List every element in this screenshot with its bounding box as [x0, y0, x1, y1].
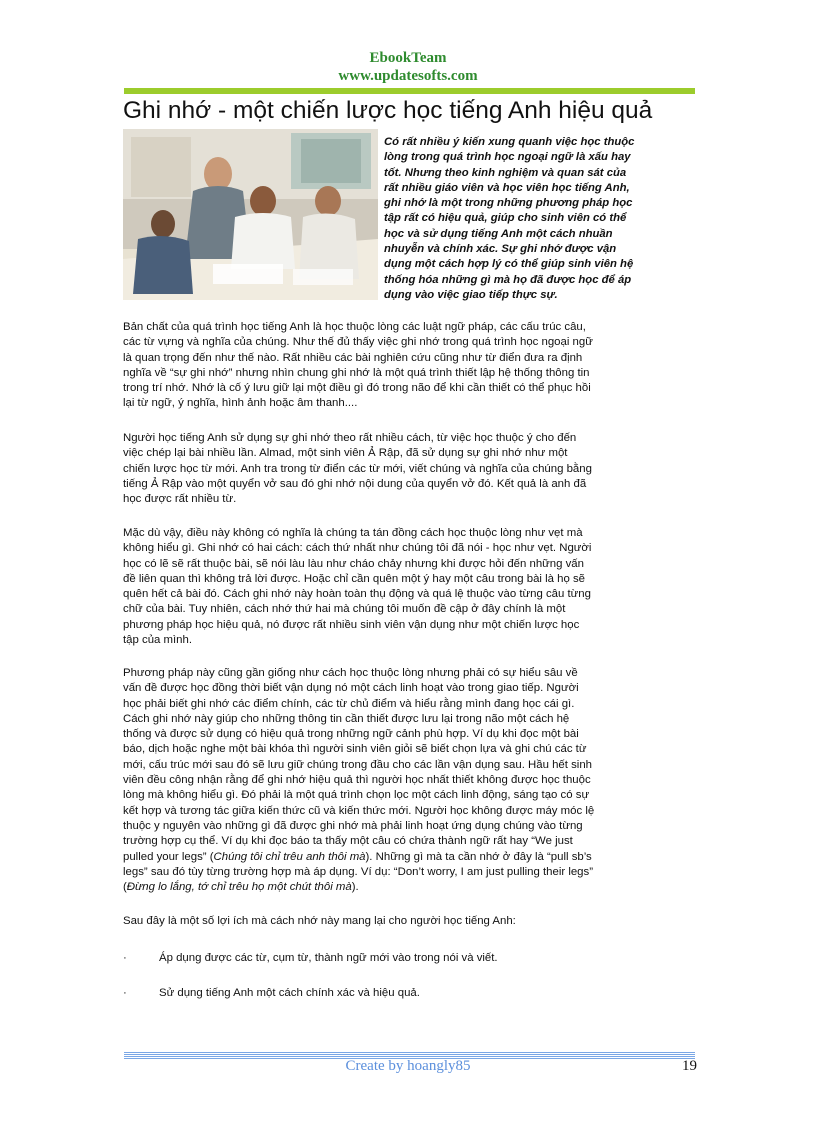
text-line: tập của mình.	[123, 634, 193, 647]
bullet-marker: ·	[123, 952, 127, 964]
text-line: không hiểu gì. Ghi nhớ có hai cách: cách thứ nhất như chúng tôi đã nói - học như vẹt. Người	[123, 542, 592, 555]
text-line: học có lẽ sẽ rất thuộc bài, sẽ nói làu làu như cháo chảy nhưng khi được hỏi đến những vấn	[123, 557, 584, 570]
text-line: mới, cấu trúc mới sau đó sẽ lưu giữ chúng trong đầu cho các lần vận dụng sau. Hầu hết sinh	[123, 758, 592, 771]
text-run: pulled your legs” (	[123, 850, 214, 863]
text-line: Mặc dù vậy, điều này không có nghĩa là chúng ta tán đồng cách học thuộc lòng như vẹt mà	[123, 527, 583, 539]
text-line: thuộc y nguyên vào những gì đã được ghi nhớ mà phải linh hoạt ứng dụng chúng vào từng	[123, 819, 583, 832]
text-line: trường hợp cụ thể. Ví dụ khi đọc báo ta thấy một câu có chứa thành ngữ rất hay “We just	[123, 835, 573, 848]
article-title: Ghi nhớ - một chiến lược học tiếng Anh hiệu quả	[123, 97, 653, 124]
intro-paragraph	[384, 135, 704, 303]
bullet-item	[123, 986, 420, 1001]
text-line: là quan trọng đến như thế nào. Rất nhiều các bài nghiên cứu cũng như từ điển đưa ra định	[123, 351, 583, 364]
text-line	[123, 850, 703, 865]
text-line: lòng mà không hiểu gì. Đó phải là một quá trình chọn lọc một cách linh động, sáng tạo có sự	[123, 789, 590, 802]
bullet-item	[123, 951, 498, 966]
classroom-photo	[123, 129, 378, 300]
text-line: quên hết cả bài đó. Cách ghi nhớ này hoàn toàn thụ động và quá lệ thuộc vào từng câu từng	[123, 588, 591, 601]
paragraph-2	[123, 431, 703, 507]
text-line: thống và được sử dụng có hiệu quả trong những ngữ cảnh phù hợp. Ví dụ khi đọc một bài	[123, 728, 579, 741]
intro-line: thống hóa những gì mà họ đã được học để áp	[384, 273, 632, 286]
header-site-url: www.updatesofts.com	[338, 68, 478, 84]
bullet-text: Áp dụng được các từ, cụm từ, thành ngữ mới vào trong nói và viết.	[159, 952, 498, 964]
intro-line: dụng vào việc giao tiếp thực sự.	[384, 288, 558, 301]
text-line	[123, 880, 703, 895]
bullet-text: Sử dụng tiếng Anh một cách chính xác và hiệu quả.	[159, 987, 420, 999]
intro-line: dụng một cách hợp lý có thể giúp sinh viên hệ	[384, 258, 634, 271]
text-line: viên đều công nhận rằng để ghi nhớ hiệu quả thì người học nhất thiết không được học thuộc	[123, 774, 591, 787]
text-line: phương pháp học hiệu quả, nó được rất nhiều sinh viên vận dụng như một chiến lược học	[123, 618, 580, 631]
text-line: học được rất nhiều từ.	[123, 493, 237, 506]
intro-line: ghi nhớ là một trong những phương pháp học	[384, 197, 633, 210]
text-line: legs” sau đó tùy từng trường hợp mà áp dụng. Ví dụ: “Don’t worry, I am just pulling their legs”	[123, 865, 594, 878]
text-line: báo, dịch hoặc nghe một bài khóa thì người sinh viên giỏi sẽ biết chọn lựa và ghi chú các từ	[123, 743, 587, 756]
text-line: chiến lược học từ mới. Anh tra trong từ điển các từ mới, viết chúng và nghĩa của chúng bằng	[123, 462, 592, 475]
text-run: ).	[351, 881, 359, 894]
bullet-marker: ·	[123, 987, 127, 999]
paragraph-4	[123, 666, 703, 895]
intro-line: tốt. Nhưng theo kinh nghiệm và quan sát của	[384, 166, 627, 179]
italic-translation: Đừng lo lắng, tớ chỉ trêu họ một chút thôi mà	[126, 881, 352, 894]
page-number: 19	[682, 1058, 697, 1074]
text-line: Người học tiếng Anh sử dụng sự ghi nhớ theo rất nhiều cách, từ việc học thuộc ý cho đến	[123, 432, 577, 444]
italic-translation: Chúng tôi chỉ trêu anh thôi mà	[213, 850, 366, 863]
text-run: (	[123, 881, 127, 894]
text-line: đề liên quan thì không trả lời được. Hoặc chỉ cần quên một ý hay một câu trong bài là họ sẽ	[123, 572, 585, 585]
intro-line: học và sử dụng tiếng Anh một cách nhuần	[384, 227, 613, 240]
text-line: Cách ghi nhớ này giúp cho những thông tin cần thiết được lưu lại trong não một cách hệ	[123, 712, 570, 725]
text-line: việc chép lại bài nhiều lần. Almad, một sinh viên Ả Rập, đã sử dụng sự ghi nhớ như một	[123, 447, 568, 460]
intro-line: rất nhiều giáo viên và học viên học tiếng Anh,	[384, 181, 630, 194]
text-line: các từ vựng và nghĩa của chúng. Như thế đủ thấy việc ghi nhớ trong quá trình học ngoại ngữ	[123, 336, 593, 349]
text-line: học phải biết ghi nhớ các điểm chính, các từ chủ điểm và hiểu rằng mình đang học cái gì.	[123, 697, 575, 710]
text-line: nghĩa về “sự ghi nhớ” nhưng nhìn chung ghi nhớ là một quá trình thiết lập hệ thống thông tin	[123, 366, 590, 379]
text-run: ). Những gì mà ta cần nhớ ở đây là “pull sb’s	[365, 850, 592, 863]
text-line: Sau đây là một số lợi ích mà cách nhớ này mang lại cho người học tiếng Anh:	[123, 915, 516, 927]
intro-line: lòng trong quá trình học ngoại ngữ là xấu hay	[384, 151, 631, 164]
header-rule	[124, 88, 695, 94]
header-site-name: EbookTeam	[369, 50, 447, 66]
text-line: kết hợp và tương tác giữa kiến thức cũ và kiến thức mới. Người học không được máy móc lệ	[123, 804, 595, 817]
footer-credit: Create by hoangly85	[345, 1058, 471, 1074]
text-line: Phương pháp này cũng gần giống như cách học thuộc lòng nhưng phải có sự hiểu sâu về	[123, 667, 578, 679]
text-line: vấn đề được học đồng thời biết vận dụng nó một cách linh hoạt vào trong giao tiếp. Người	[123, 682, 579, 695]
intro-line: tập rất có hiệu quả, giúp cho sinh viên có thể	[384, 212, 627, 225]
text-line: tiếng Ả Rập vào một quyển vở sau đó ghi nhớ nội dung của quyển vở đó. Kết quả là anh đã	[123, 477, 587, 490]
paragraph-3	[123, 526, 703, 648]
ebook-header	[0, 49, 816, 85]
text-line: chữ của bài. Tuy nhiên, cách nhớ thứ hai mà chúng tôi muốn đề cập ở đây chính là một	[123, 603, 566, 616]
text-line: lại từ ngữ, ý nghĩa, hình ảnh hoặc âm thanh....	[123, 397, 358, 410]
paragraph-1	[123, 320, 703, 412]
intro-line: Có rất nhiều ý kiến xung quanh việc học thuộc	[384, 136, 635, 148]
intro-line: nhuyễn và chính xác. Sự ghi nhớ được vận	[384, 243, 617, 256]
paragraph-5	[123, 914, 703, 929]
text-line: Bản chất của quá trình học tiếng Anh là học thuộc lòng các luật ngữ pháp, các cấu trúc câu,	[123, 321, 586, 333]
text-line: trong trí nhớ. Nhớ là cố ý lưu giữ lại một điều gì đó trong não để khi cần thiết có thể phục hồi	[123, 382, 591, 395]
